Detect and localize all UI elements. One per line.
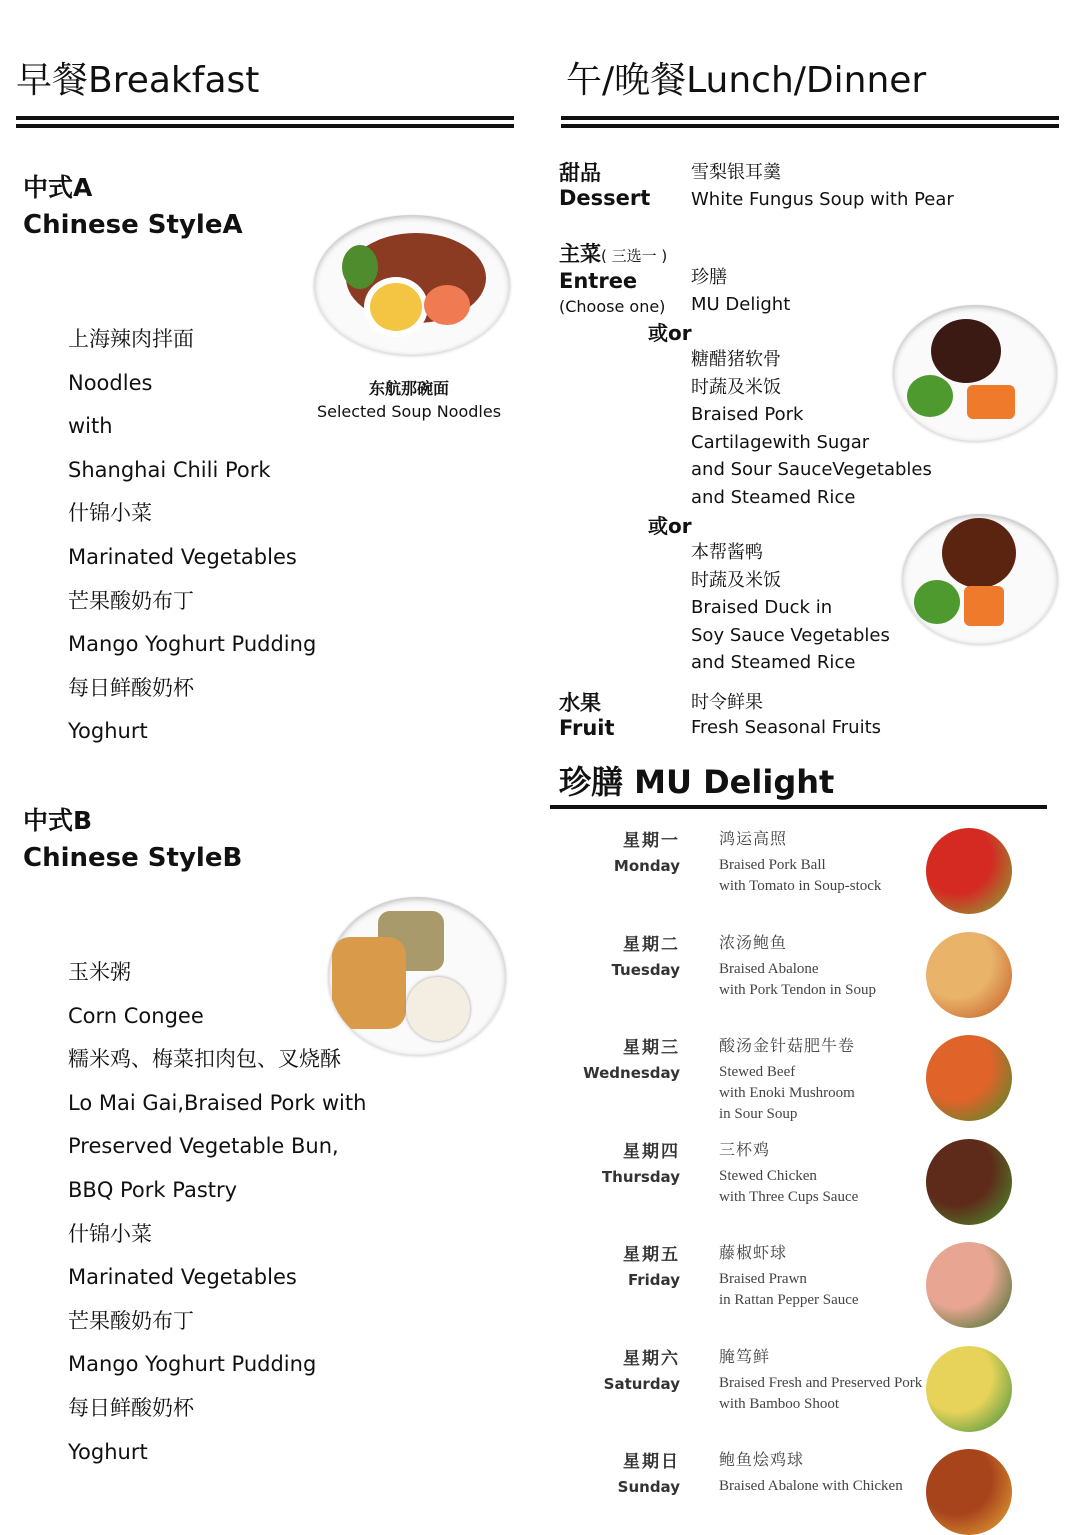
entree-choose: (Choose one) xyxy=(559,297,666,316)
dish-en-line: Braised Fresh and Preserved Pork xyxy=(719,1374,923,1391)
entree-option2-line-4: Cartilagewith Sugar xyxy=(691,431,870,453)
dish-zh: 鸿运高照 xyxy=(719,831,788,848)
style-a-item-2: Noodles xyxy=(68,370,153,395)
dish-thursday xyxy=(719,1137,858,1208)
entree-label xyxy=(559,242,667,319)
entree-option3 xyxy=(691,539,890,677)
dish-en-line: Stewed Beef xyxy=(719,1064,796,1080)
style-b-item-11: 每日鲜酸奶杯 xyxy=(68,1395,194,1420)
fruit-label xyxy=(559,691,615,741)
dish-en-line: Stewed Chicken xyxy=(719,1167,817,1184)
style-b-item-list xyxy=(68,951,366,1474)
day-en: Sunday xyxy=(617,1478,680,1496)
style-b-item-5: Preserved Vegetable Bun, xyxy=(68,1134,339,1159)
breakfast-rule-top xyxy=(16,116,514,120)
mu-delight-rule xyxy=(550,805,1047,809)
entree-option3-line-5: and Steamed Rice xyxy=(691,652,856,673)
day-zh: 星期四 xyxy=(623,1141,680,1162)
dish-tuesday xyxy=(719,930,876,1001)
dish-photo-sunday xyxy=(926,1449,1012,1535)
dish-en-line: Braised Abalone with Chicken xyxy=(719,1478,903,1494)
fruit-dish-en: Fresh Seasonal Fruits xyxy=(691,717,882,738)
dish-zh: 浓汤鲍鱼 xyxy=(719,934,788,952)
style-b-item-12: Yoghurt xyxy=(68,1439,148,1464)
dish-zh: 酸汤金针菇肥牛卷 xyxy=(719,1038,856,1055)
entree-option3-line-1: 本帮酱鸭 xyxy=(691,542,763,563)
day-label-thursday xyxy=(560,1137,680,1186)
dish-en-line: with Pork Tendon in Soup xyxy=(719,981,877,998)
dim-sum-bowl-photo xyxy=(328,897,506,1055)
dish-en-line: with Three Cups Sauce xyxy=(719,1188,859,1205)
style-b-item-3: 糯米鸡、梅菜扣肉包、叉烧酥 xyxy=(68,1047,341,1072)
day-en: Thursday xyxy=(601,1167,680,1186)
dish-en-line: in Sour Soup xyxy=(719,1106,798,1122)
day-en: Saturday xyxy=(603,1374,680,1393)
style-a-item-10: Yoghurt xyxy=(68,719,148,744)
day-label-monday xyxy=(560,826,680,875)
dish-monday xyxy=(719,826,881,897)
fruit-dish-zh: 时令鲜果 xyxy=(691,692,763,713)
entree-option2-line-3: Braised Pork xyxy=(691,404,804,425)
style-b-item-10: Mango Yoghurt Pudding xyxy=(68,1352,317,1377)
entree-label-en: Entree xyxy=(559,269,638,293)
day-label-wednesday xyxy=(560,1033,680,1082)
entree-option1-zh: 珍膳 xyxy=(691,267,727,288)
dessert-dish-en: White Fungus Soup with Pear xyxy=(691,189,954,210)
style-b-item-8: Marinated Vegetables xyxy=(68,1265,297,1290)
dish-en-line: with Bamboo Shoot xyxy=(719,1395,840,1412)
day-en: Friday xyxy=(627,1271,680,1289)
breakfast-title: 早餐Breakfast xyxy=(16,60,260,101)
dish-zh: 藤椒虾球 xyxy=(719,1245,788,1262)
dish-wednesday xyxy=(719,1033,855,1125)
braised-duck-photo xyxy=(902,514,1058,644)
dish-en-line: with Enoki Mushroom xyxy=(719,1085,855,1101)
lunch-rule-bottom xyxy=(561,124,1059,128)
dish-en-line: in Rattan Pepper Sauce xyxy=(719,1292,859,1308)
style-b-item-7: 什锦小菜 xyxy=(68,1221,152,1246)
day-label-sunday xyxy=(560,1447,680,1496)
lunch-rule-top xyxy=(561,116,1059,120)
dish-sunday xyxy=(719,1447,903,1497)
style-a-item-list xyxy=(68,318,316,754)
entree-label-zh: 主菜 xyxy=(559,242,601,266)
day-label-saturday xyxy=(560,1344,680,1393)
style-b-item-9: 芒果酸奶布丁 xyxy=(68,1308,194,1333)
style-a-item-9: 每日鲜酸奶杯 xyxy=(68,675,194,700)
pork-cartilage-photo xyxy=(893,305,1057,441)
dish-photo-friday xyxy=(926,1242,1012,1328)
day-zh: 星期六 xyxy=(623,1348,680,1369)
breakfast-rule-bottom xyxy=(16,124,514,128)
day-en: Wednesday xyxy=(583,1064,680,1082)
fruit-label-zh: 水果 xyxy=(559,691,601,715)
noodle-caption-zh: 东航那碗面 xyxy=(368,379,449,398)
dessert-label-zh: 甜品 xyxy=(559,161,601,185)
style-a-item-1: 上海辣肉拌面 xyxy=(68,327,194,351)
entree-note: ( 三选一 ) xyxy=(601,247,668,265)
dish-zh: 三杯鸡 xyxy=(719,1141,771,1159)
style-a-item-8: Mango Yoghurt Pudding xyxy=(68,632,317,657)
style-a-item-5: 什锦小菜 xyxy=(68,501,152,526)
dessert-label-en: Dessert xyxy=(559,186,651,210)
noodle-bowl-photo xyxy=(314,215,510,355)
style-a-item-4: Shanghai Chili Pork xyxy=(68,457,271,482)
entree-option3-line-4: Soy Sauce Vegetables xyxy=(691,624,890,646)
style-a-title-zh: 中式A xyxy=(23,173,93,202)
dessert-dish-zh: 雪梨银耳羹 xyxy=(691,162,781,183)
style-a-title-en: Chinese StyleA xyxy=(23,210,243,240)
entree-option1-en: MU Delight xyxy=(691,294,791,315)
day-en: Monday xyxy=(613,857,680,875)
entree-option2-line-6: and Steamed Rice xyxy=(691,486,856,508)
dish-photo-saturday xyxy=(926,1346,1012,1432)
dish-zh: 鲍鱼烩鸡球 xyxy=(719,1452,805,1469)
style-a-item-7: 芒果酸奶布丁 xyxy=(68,588,194,613)
entree-option3-line-3: Braised Duck in xyxy=(691,597,833,618)
day-label-tuesday xyxy=(560,930,680,979)
style-b-item-6: BBQ Pork Pastry xyxy=(68,1177,238,1202)
entree-option3-line-2: 时蔬及米饭 xyxy=(691,569,781,591)
style-b-title-zh: 中式B xyxy=(23,806,93,835)
style-a-item-3: with xyxy=(68,414,113,439)
dish-en-line: with Tomato in Soup-stock xyxy=(719,878,882,894)
style-b-item-2: Corn Congee xyxy=(68,1003,204,1028)
day-zh: 星期五 xyxy=(623,1245,680,1265)
mu-delight-title: 珍膳 MU Delight xyxy=(559,763,835,801)
dish-photo-tuesday xyxy=(926,932,1012,1018)
style-b-item-4: Lo Mai Gai,Braised Pork with xyxy=(68,1090,367,1115)
dish-saturday xyxy=(719,1344,922,1415)
or-divider-1: 或or xyxy=(648,321,692,345)
style-a-item-6: Marinated Vegetables xyxy=(68,544,297,569)
fruit-label-en: Fruit xyxy=(559,716,615,740)
day-label-friday xyxy=(560,1240,680,1289)
dish-photo-monday xyxy=(926,828,1012,914)
dish-en-line: Braised Prawn xyxy=(719,1271,807,1287)
style-b-item-1: 玉米粥 xyxy=(68,960,131,984)
entree-option2-line-2: 时蔬及米饭 xyxy=(691,376,781,398)
dish-zh: 腌笃鲜 xyxy=(719,1348,771,1366)
dish-en-line: Braised Abalone xyxy=(719,960,819,977)
day-zh: 星期三 xyxy=(623,1038,680,1058)
dish-en-line: Braised Pork Ball xyxy=(719,857,826,873)
style-b-title-en: Chinese StyleB xyxy=(23,843,243,873)
lunch-title: 午/晚餐Lunch/Dinner xyxy=(566,60,927,101)
dessert-label xyxy=(559,161,650,211)
noodle-caption-en: Selected Soup Noodles xyxy=(316,402,502,421)
entree-option2-line-1: 糖醋猪软骨 xyxy=(691,349,781,370)
day-zh: 星期一 xyxy=(623,831,680,851)
day-en: Tuesday xyxy=(611,960,680,979)
dish-photo-thursday xyxy=(926,1139,1012,1225)
dish-friday xyxy=(719,1240,859,1311)
or-divider-2: 或or xyxy=(648,514,692,538)
entree-option2-line-5: and Sour SauceVegetables xyxy=(691,459,932,480)
day-zh: 星期日 xyxy=(623,1452,680,1472)
dish-photo-wednesday xyxy=(926,1035,1012,1121)
day-zh: 星期二 xyxy=(623,934,680,955)
